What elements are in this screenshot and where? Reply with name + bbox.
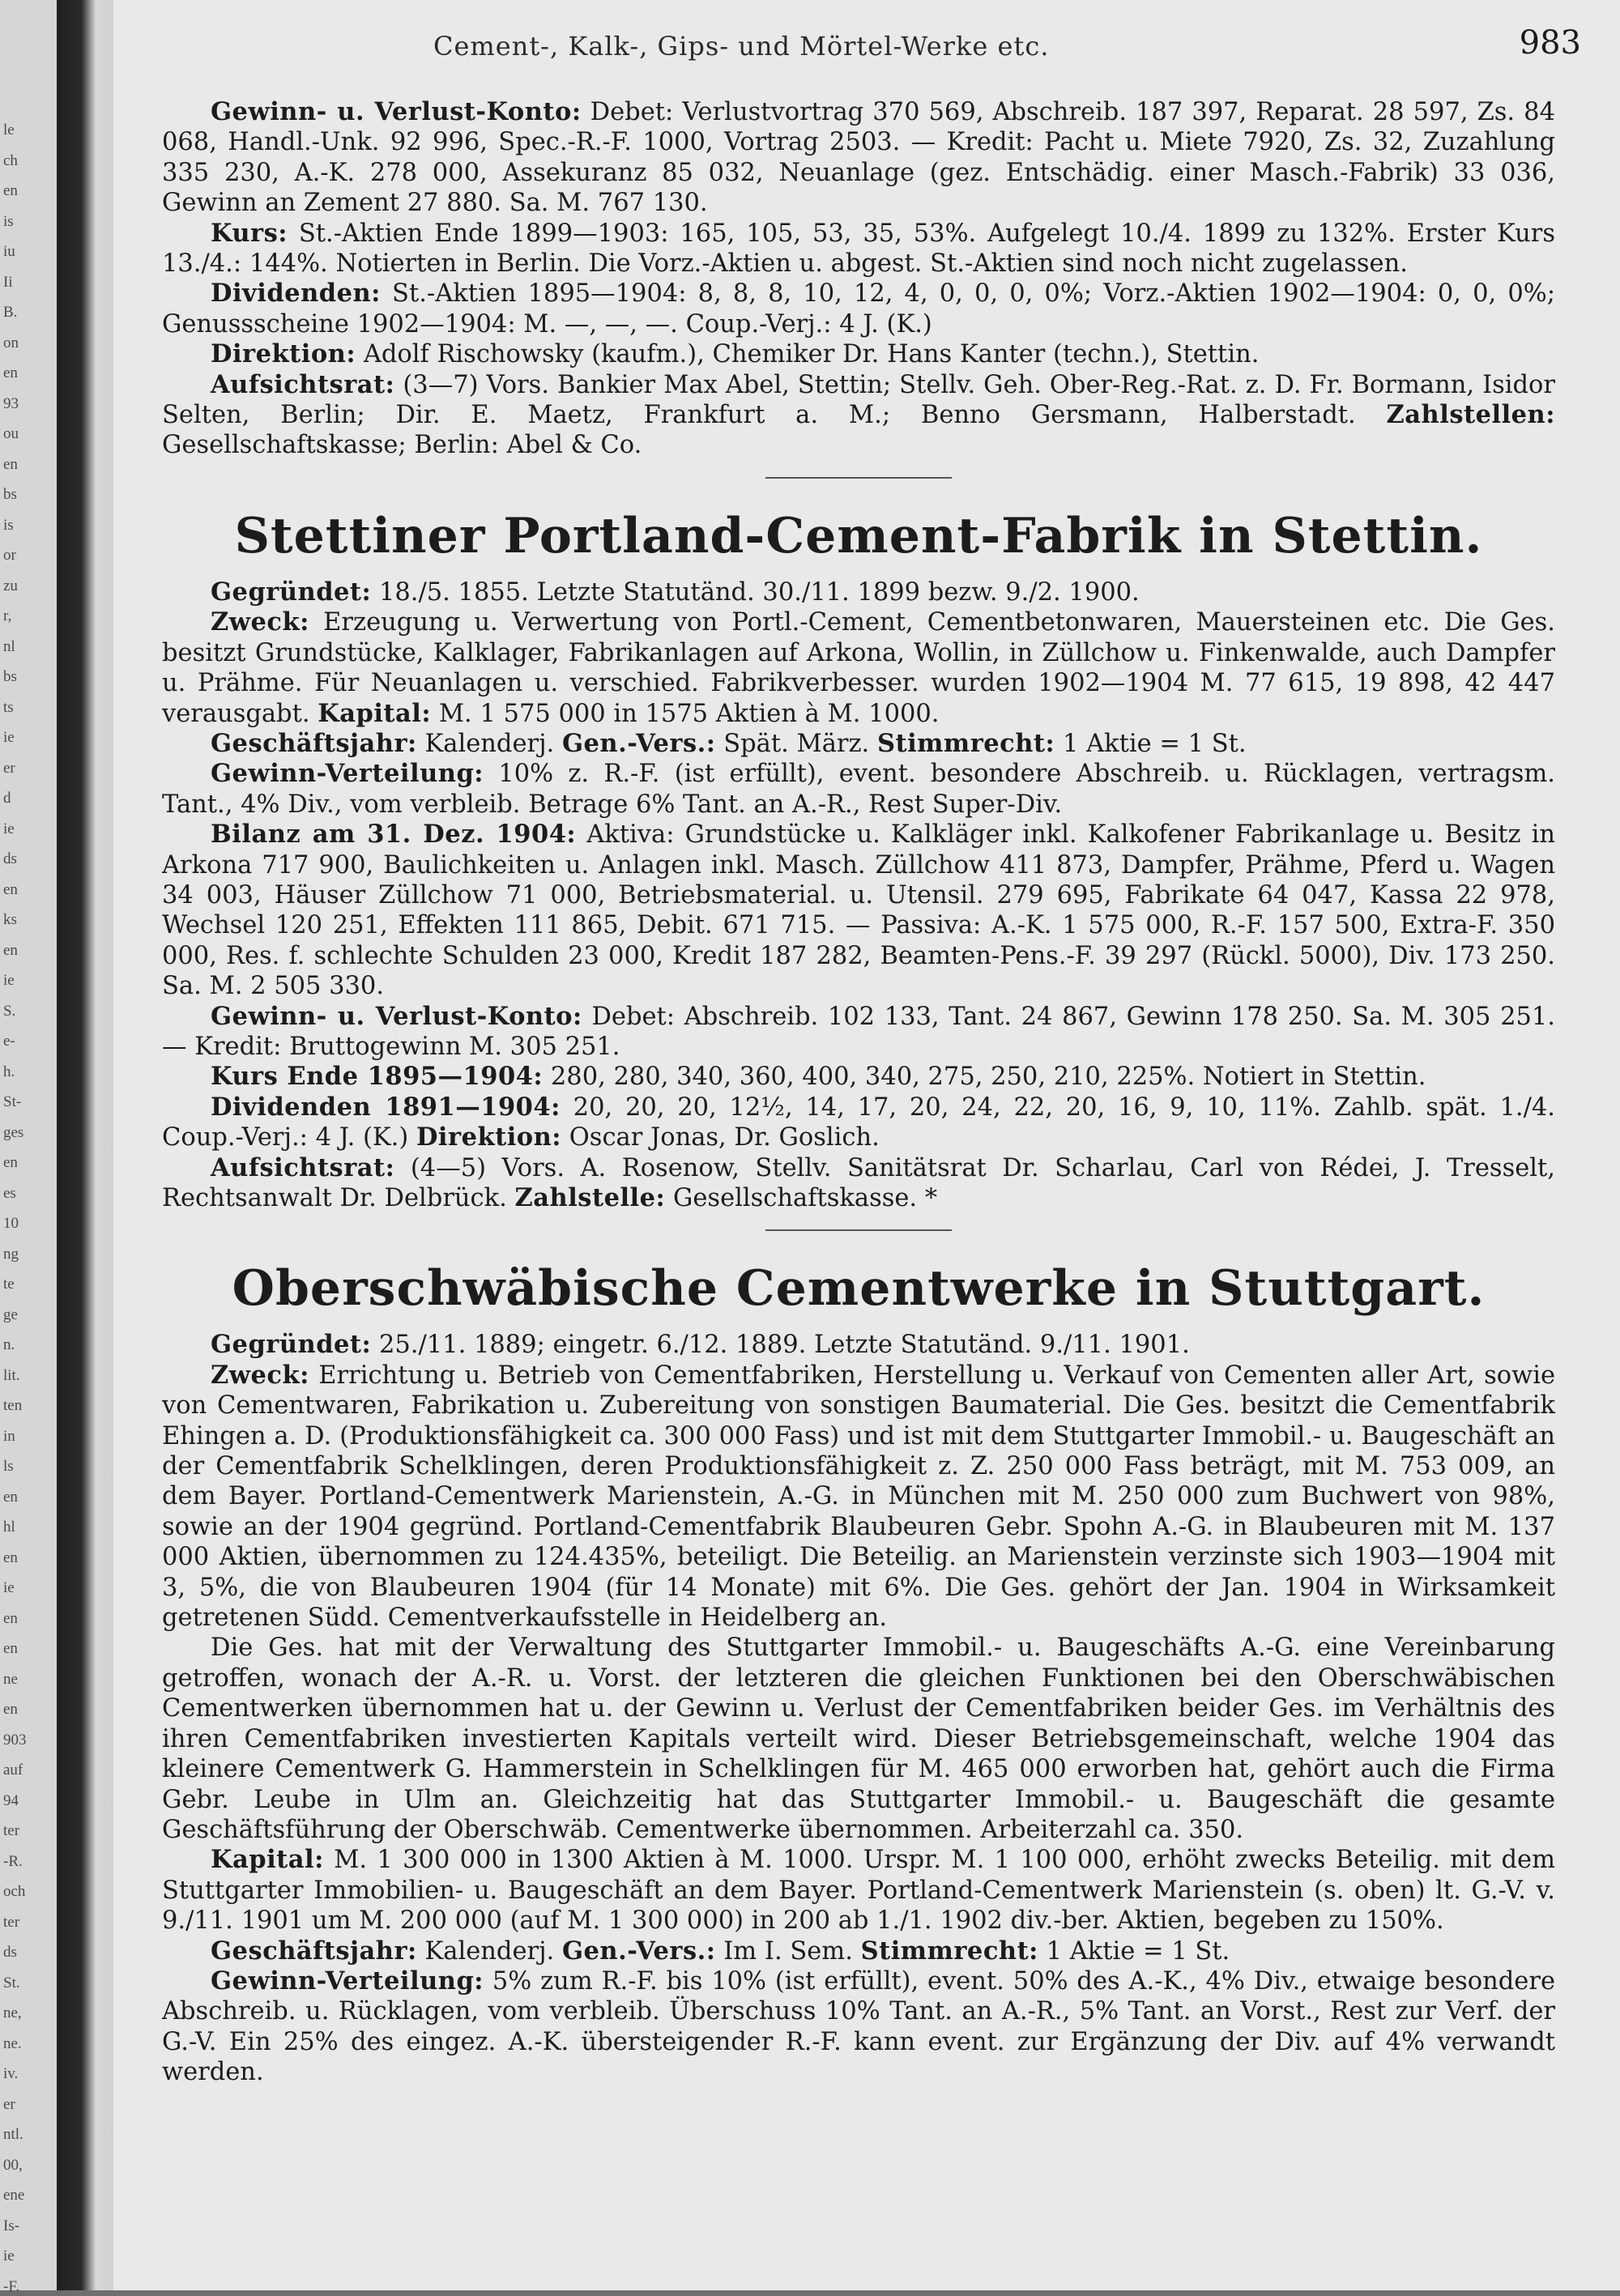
running-title: Cement-, Kalk-, Gips- und Mörtel-Werke etc. — [433, 31, 1050, 62]
margin-fragment: en — [3, 364, 18, 381]
margin-fragment: is — [3, 516, 14, 534]
margin-fragment: ie — [3, 820, 15, 837]
margin-fragment: er — [3, 759, 15, 777]
margin-fragment: er — [3, 2095, 15, 2113]
margin-fragment: zu — [3, 577, 18, 594]
margin-fragment: le — [3, 121, 15, 138]
margin-fragment: ter — [3, 1822, 20, 1839]
margin-fragment: ng — [3, 1245, 19, 1263]
aufsichtsrat-entry: Aufsichtsrat: (3—7) Vors. Bankier Max Abel, Stettin; Stellv. Geh. Ober-Reg.-Rat. z. D. Fr. Bormann, Isidor Selten, Berlin; Dir. E. Maetz, Frankfurt a. M.; Benno Gersmann, Halberstadt. Zahlstellen: Gesellschaftskasse; Berlin: Abel & Co. — [162, 369, 1555, 460]
margin-fragment: en — [3, 1548, 18, 1566]
margin-fragment: nl — [3, 637, 15, 655]
margin-fragment: te — [3, 1276, 15, 1293]
margin-fragment: is — [3, 212, 14, 230]
margin-fragment: en — [3, 455, 18, 473]
margin-fragment: ie — [3, 972, 15, 989]
margin-fragment: or — [3, 547, 16, 564]
margin-fragment: ou — [3, 425, 19, 442]
gewinnverteilung-entry: Gewinn-Verteilung: 5% zum R.-F. bis 10% (ist erfüllt), event. 50% des A.-K., 4% Div., etwaige besondere Abschreib. u. Rücklagen, vom verbleib. Überschuss 10% Tant. an A.-R., 5% Tant. an Vorst., Rest zur Verf. der G.-V. Ein 25% des eingez. A.-K. übersteigender R.-F. kann event. zur Ergänzung der Div. auf 4% verwandt werden. — [162, 1966, 1555, 2087]
margin-fragment: ch — [3, 151, 18, 169]
margin-fragment: ie — [3, 1579, 15, 1596]
margin-fragment: h. — [3, 1063, 15, 1080]
margin-fragment: 903 — [3, 1731, 27, 1749]
gewinnverteilung-entry: Gewinn-Verteilung: 10% z. R.-F. (ist erfüllt), event. besondere Abschreib. u. Rücklagen, vertragsm. Tant., 4% Div., vom verbleib. Betrage 6% Tant. an A.-R., Rest Super-Div. — [162, 759, 1555, 819]
margin-fragment: ks — [3, 911, 17, 928]
dividenden-entry: Dividenden 1891—1904: 20, 20, 20, 12½, 14, 17, 20, 24, 22, 20, 16, 9, 10, 11%. Zahlb. spät. 1./4. Coup.-Verj.: 4 J. (K.) Direktion: Oscar Jonas, Dr. Goslich. — [162, 1092, 1555, 1152]
geschaeftsjahr-entry: Geschäftsjahr: Kalenderj. Gen.-Vers.: Spät. März. Stimmrecht: 1 Aktie = 1 St. — [211, 728, 1247, 758]
margin-fragment: en — [3, 1701, 18, 1718]
margin-fragment: iv. — [3, 2065, 19, 2082]
document-page — [113, 0, 1620, 2290]
margin-fragment: ne — [3, 1670, 18, 1688]
margin-fragment: n. — [3, 1336, 15, 1353]
section-divider — [765, 1229, 952, 1231]
adjacent-page-margin — [0, 0, 57, 2295]
margin-fragment: ds — [3, 1944, 17, 1961]
margin-fragment: auf — [3, 1761, 23, 1778]
margin-fragment: ds — [3, 850, 17, 867]
margin-fragment: en — [3, 1488, 18, 1506]
margin-fragment: ls — [3, 1458, 14, 1475]
margin-fragment: on — [3, 334, 19, 351]
margin-fragment: 94 — [3, 1791, 19, 1809]
asterisk-mark: * — [924, 1184, 938, 1212]
margin-fragment: 93 — [3, 394, 19, 412]
page-body — [162, 97, 1555, 2088]
margin-fragment: ie — [3, 2247, 15, 2264]
margin-fragment: en — [3, 941, 18, 959]
margin-fragment: r, — [3, 607, 12, 624]
margin-fragment: bs — [3, 668, 17, 685]
margin-fragment: en — [3, 1154, 18, 1171]
kurs-entry: Kurs Ende 1895—1904: 280, 280, 340, 360, 400, 340, 275, 250, 210, 225%. Notiert in Stettin. — [211, 1062, 1426, 1092]
margin-fragment: ne, — [3, 2004, 22, 2021]
margin-fragment: ges — [3, 1123, 24, 1141]
margin-fragment: en — [3, 182, 18, 199]
direktion-entry: Direktion: Adolf Rischowsky (kaufm.), Chemiker Dr. Hans Kanter (techn.), Stettin. — [211, 339, 1260, 369]
margin-fragment: iu — [3, 243, 15, 260]
margin-fragment: -F. — [3, 2277, 20, 2295]
margin-fragment: och — [3, 1883, 26, 1900]
margin-fragment: ntl. — [3, 2126, 23, 2143]
margin-fragment: en — [3, 1609, 18, 1627]
margin-fragment: 10 — [3, 1215, 19, 1232]
margin-fragment: en — [3, 880, 18, 898]
margin-fragment: ene — [3, 2187, 25, 2204]
margin-fragment: Is- — [3, 2217, 20, 2234]
kurs-entry: Kurs: St.-Aktien Ende 1899—1903: 165, 105, 53, 35, 53%. Aufgelegt 10./4. 1899 zu 132%. Erster Kurs 13./4.: 144%. Notierten in Berlin. Die Vorz.-Aktien u. abgest. St.-Aktien sind noch nicht zugelassen. — [162, 218, 1555, 279]
gewinn-verlust-entry: Gewinn- u. Verlust-Konto: Debet: Verlustvortrag 370 569, Abschreib. 187 397, Reparat. 28 597, Zs. 84 068, Handl.-Unk. 92 996, Spec.-R.-F. 1000, Vortrag 2503. — Kredit: Pacht u. Miete 7920, Zs. 32, Zuzahlung 335 230, A.-K. 278 000, Assekuranz 85 032, Neuanlage (gez. Entschädig. einer Masch.-Fabrik) 33 036, Gewinn an Zement 27 880. Sa. M. 767 130. — [162, 97, 1555, 218]
zweck-continuation: Die Ges. hat mit der Verwaltung des Stuttgarter Immobil.- u. Baugeschäfts A.-G. eine Vereinbarung getroffen, wonach der A.-R. u. Vorst. der letzteren die gleichen Funktionen bei den Oberschwäbischen Cementwerken übernommen hat u. der Gewinn u. Verlust der Cementfabriken beider Ges. im Verhältnis des ihren Cementfabriken investierten Kapitals verteilt wird. Dieser Betriebsgemeinschaft, welche 1904 das kleinere Cementwerk G. Hammerstein in Schelklingen für M. 465 000 erworben hat, gehört auch die Firma Gebr. Leube in Ulm an. Gleichzeitig hat das Stuttgarter Immobil.- u. Baugeschäft die gesamte Geschäftsführung der Oberschwäb. Cementwerke übernommen. Arbeiterzahl ca. 350. — [162, 1634, 1555, 1844]
margin-fragment: in — [3, 1427, 15, 1445]
margin-fragment: ne. — [3, 2034, 22, 2052]
margin-fragment: ie — [3, 729, 15, 746]
margin-fragment: es — [3, 1184, 16, 1202]
margin-fragment: hl — [3, 1519, 15, 1536]
page-number: 983 — [1519, 24, 1581, 62]
company-title: Stettiner Portland-Cement-Fabrik in Stettin. — [234, 507, 1483, 564]
zweck-entry: Zweck: Errichtung u. Betrieb von Cementfabriken, Herstellung u. Verkauf von Cementen aller Art, sowie von Cementwaren, Fabrikation u. Zubereitung von sonstigen Baumaterial. Die Ges. besitzt die Cementfabrik Ehingen a. D. (Produktionsfähigkeit ca. 300 000 Fass) und ist mit dem Stuttgarter Immobil.- u. Baugeschäft an der Cementfabrik Schelklingen, deren Produktionsfähigkeit z. Z. 250 000 Fass beträgt, mit M. 753 009, an dem Bayer. Portland-Cementwerk Marienstein, A.-G. in München mit M. 250 000 zum Buchwert von 98%, sowie an der 1904 gegründ. Portland-Cementfabrik Blaubeuren Gebr. Spohn A.-G. in Blaubeuren mit M. 137 000 Aktien, übernommen zu 124.435%, beteiligt. Die Beteilig. an Marienstein verzinste sich 1903—1904 mit 3, 5%, die von Blaubeuren 1904 (für 14 Monate) mit 6%. Die Ges. gehört der Jan. 1904 in Wirksamkeit getretenen Südd. Cementverkaufsstelle in Heidelberg an. — [162, 1360, 1555, 1633]
gewinn-verlust-entry: Gewinn- u. Verlust-Konto: Debet: Abschreib. 102 133, Tant. 24 867, Gewinn 178 250. Sa. M. 305 251. — Kredit: Bruttogewinn M. 305 251. — [162, 1001, 1555, 1061]
dividenden-entry: Dividenden: St.-Aktien 1895—1904: 8, 8, 8, 10, 12, 4, 0, 0, 0, 0%; Vorz.-Aktien 1902—1904: 0, 0, 0%; Genussscheine 1902—1904: M. —, —, —. Coup.-Verj.: 4 J. (K.) — [162, 279, 1555, 339]
margin-fragment: ten — [3, 1397, 23, 1414]
geschaeftsjahr-entry: Geschäftsjahr: Kalenderj. Gen.-Vers.: Im I. Sem. Stimmrecht: 1 Aktie = 1 St. — [211, 1936, 1230, 1966]
gegruendet-entry: Gegründet: 25./11. 1889; eingetr. 6./12. 1889. Letzte Statutänd. 9./11. 1901. — [211, 1330, 1190, 1360]
margin-fragment: e- — [3, 1033, 15, 1050]
gegruendet-entry: Gegründet: 18./5. 1855. Letzte Statutänd. 30./11. 1899 bezw. 9./2. 1900. — [211, 577, 1140, 607]
margin-fragment: ge — [3, 1306, 18, 1323]
bilanz-entry: Bilanz am 31. Dez. 1904: Aktiva: Grundstücke u. Kalkläger inkl. Kalkofener Fabrikanlage u. Besitz in Arkona 717 900, Baulichkeiten u. Anlagen inkl. Masch. Züllchow 411 873, Dampfer, Prähme, Pferd u. Wagen 34 003, Häuser Züllchow 71 000, Betriebsmaterial. u. Utensil. 279 695, Fabrikate 64 047, Kassa 22 978, Wechsel 120 251, Effekten 111 865, Debit. 671 715. — Passiva: A.-K. 1 575 000, R.-F. 157 500, Extra-F. 350 000, Res. f. schlechte Schulden 23 000, Kredit 187 282, Beamten-Pens.-F. 39 297 (Rückl. 5000), Div. 173 250. Sa. M. 2 505 330. — [162, 820, 1555, 1001]
margin-fragment: B. — [3, 304, 18, 321]
page-header — [113, 24, 1604, 65]
margin-fragment: lit. — [3, 1366, 20, 1384]
margin-fragment: ts — [3, 698, 14, 716]
margin-fragment: ter — [3, 1913, 20, 1931]
margin-fragment: S. — [3, 1002, 16, 1020]
margin-fragment: en — [3, 1640, 18, 1657]
margin-fragment: bs — [3, 486, 17, 503]
margin-fragment: St- — [3, 1093, 22, 1110]
margin-fragment: St. — [3, 1974, 20, 1991]
margin-fragment: Ii — [3, 273, 13, 291]
kapital-entry: Kapital: M. 1 300 000 in 1300 Aktien à M. 1000. Urspr. M. 1 100 000, erhöht zwecks Beteilig. mit dem Stuttgarter Immobilien- u. Baugeschäft an dem Bayer. Portland-Cementwerk Marienstein (s. oben) lt. G.-V. v. 9./11. 1901 um M. 200 000 (auf M. 1 300 000) in 200 ab 1./1. 1902 div.-ber. Aktien, begeben zu 150%. — [162, 1845, 1555, 1936]
company-title: Oberschwäbische Cementwerke in Stuttgart. — [232, 1260, 1486, 1318]
margin-fragment: 00, — [3, 2156, 23, 2174]
margin-fragment: d — [3, 790, 11, 807]
margin-fragment: -R. — [3, 1852, 23, 1870]
section-divider — [765, 477, 952, 479]
zweck-entry: Zweck: Erzeugung u. Verwertung von Portl.-Cement, Cementbetonwaren, Mauersteinen etc. Die Ges. besitzt Grundstücke, Kalklager, Fabrikanlagen auf Arkona, Wollin, in Züllchow u. Finkenwalde, auch Dampfer u. Prähme. Für Neuanlagen u. verschied. Fabrikverbesser. wurden 1902—1904 M. 77 615, 19 898, 42 447 verausgabt. Kapital: M. 1 575 000 in 1575 Aktien à M. 1000. — [162, 607, 1555, 728]
aufsichtsrat-entry: Aufsichtsrat: (4—5) Vors. A. Rosenow, Stellv. Sanitätsrat Dr. Scharlau, Carl von Rédei, J. Tresselt, Rechtsanwalt Dr. Delbrück. Zahlstelle: Gesellschaftskasse. * — [162, 1152, 1555, 1212]
